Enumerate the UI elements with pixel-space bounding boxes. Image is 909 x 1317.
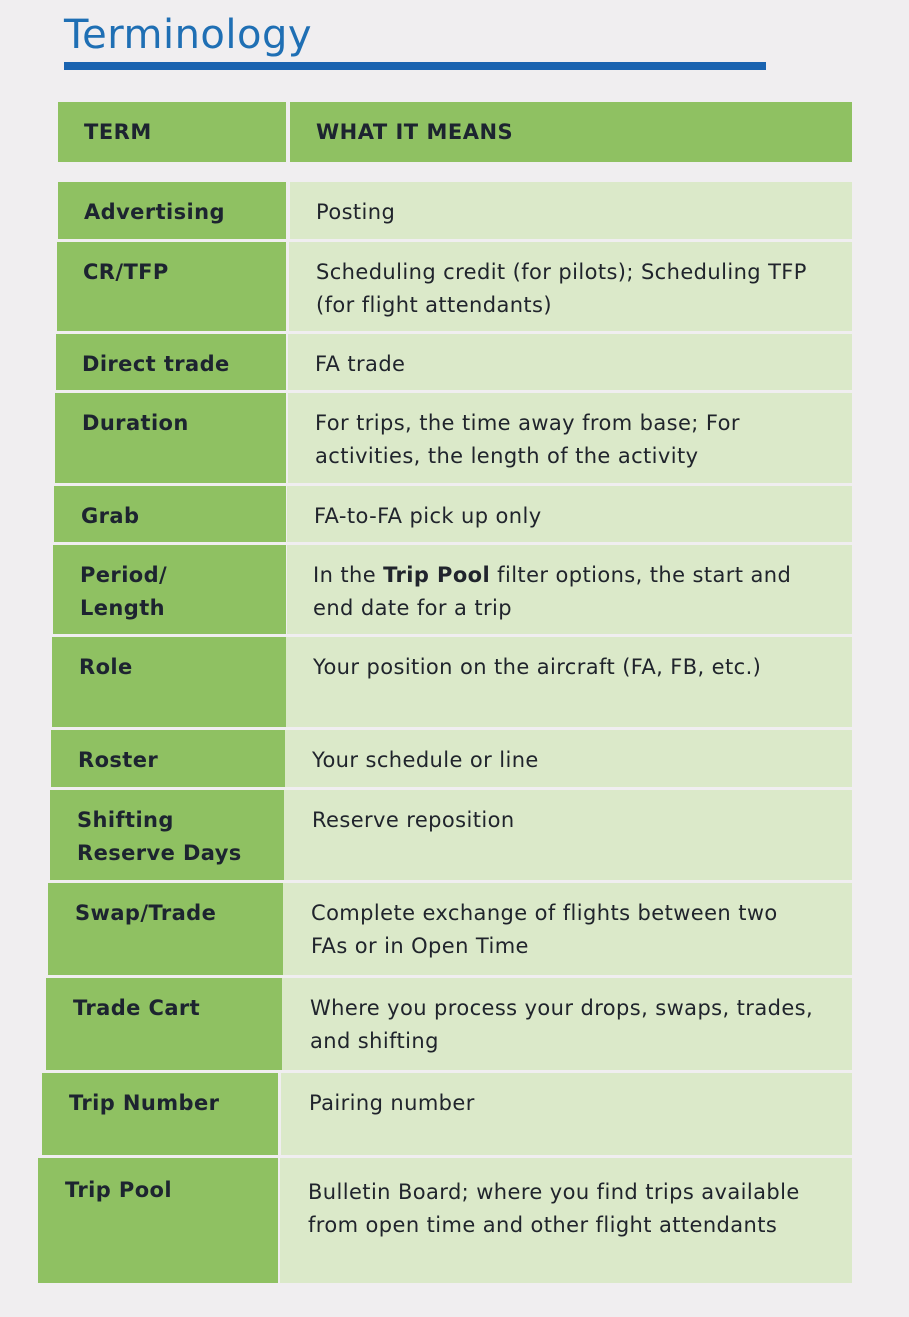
meaning-cell: [280, 1158, 852, 1286]
header-meaning: WHAT IT MEANS: [290, 102, 852, 162]
term-cell: [38, 1158, 278, 1286]
term-cell: [46, 978, 286, 1073]
term-cell: [48, 883, 286, 978]
meaning-cell: [285, 730, 852, 790]
meaning-cell: [288, 334, 852, 393]
meaning-cell: [288, 393, 852, 486]
meaning-text-bold: Trip Pool: [383, 563, 491, 587]
meaning-cell: [284, 790, 852, 883]
term-cell: [51, 730, 286, 790]
meaning-text: Bulletin Board; where you find trips available from open time and other flight attendants: [308, 1180, 800, 1237]
table-row: [38, 790, 854, 883]
meaning-text: For trips, the time away from base; For activities, the length of the activity: [315, 411, 740, 468]
term-text: Period/ Length: [80, 563, 168, 620]
meaning-text: Where you process your drops, swaps, trades, and shifting: [310, 996, 814, 1053]
term-text: Role: [79, 655, 133, 679]
meaning-cell: [289, 242, 852, 334]
meaning-text-start: In the: [313, 563, 384, 587]
meaning-cell: [290, 182, 852, 242]
meaning-cell: [282, 978, 852, 1073]
table-row: [38, 545, 854, 637]
term-text: Duration: [82, 411, 189, 435]
table-row: [38, 182, 854, 242]
term-text: Grab: [81, 504, 140, 528]
table-row: [38, 242, 854, 334]
term-cell: [57, 242, 286, 334]
meaning-cell: [283, 883, 852, 978]
table-row: [38, 1158, 854, 1286]
term-cell: [58, 182, 286, 242]
table-row: [38, 730, 854, 790]
term-cell: [42, 1073, 278, 1158]
meaning-text: Posting: [316, 200, 396, 224]
meaning-cell: [281, 1073, 852, 1158]
meaning-text: Complete exchange of flights between two FAs or in Open Time: [311, 901, 778, 958]
page-title: Terminology: [64, 12, 313, 58]
term-text: Trip Number: [69, 1091, 220, 1115]
table-row: [38, 637, 854, 730]
table-row: [38, 486, 854, 545]
term-cell: [53, 545, 286, 637]
meaning-text: Scheduling credit (for pilots); Scheduling TFP (for flight attendants): [316, 260, 807, 317]
term-cell: [55, 393, 286, 486]
table-row: [38, 978, 854, 1073]
term-text: Trip Pool: [65, 1178, 172, 1202]
term-text: CR/TFP: [83, 260, 169, 284]
term-text: Swap/Trade: [75, 901, 217, 925]
term-cell: [56, 334, 286, 393]
table-row: [38, 883, 854, 978]
term-text: Shifting Reserve Days: [77, 808, 242, 865]
term-text: Roster: [78, 748, 159, 772]
term-cell: [54, 486, 286, 545]
header-term: TERM: [58, 102, 286, 162]
meaning-text: Reserve reposition: [312, 808, 515, 832]
meaning-cell: [287, 486, 852, 545]
term-cell: [52, 637, 286, 730]
table-row: [38, 393, 854, 486]
meaning-text: Pairing number: [309, 1091, 475, 1115]
table-header: [58, 102, 852, 162]
meaning-text-end: filter options, the start and end date for a trip: [313, 563, 792, 620]
term-text: Advertising: [84, 200, 225, 224]
meaning-text: Your schedule or line: [312, 748, 539, 772]
term-cell: [50, 790, 286, 883]
term-text: Direct trade: [82, 352, 230, 376]
table-row: [38, 334, 854, 393]
term-text: Trade Cart: [73, 996, 201, 1020]
meaning-cell: [287, 545, 852, 637]
meaning-cell: [286, 637, 852, 730]
title-underline: [64, 62, 766, 70]
meaning-text: FA-to-FA pick up only: [314, 504, 542, 528]
meaning-text: FA trade: [315, 352, 406, 376]
table-row: [38, 1073, 854, 1158]
meaning-text: Your position on the aircraft (FA, FB, etc.): [313, 655, 762, 679]
